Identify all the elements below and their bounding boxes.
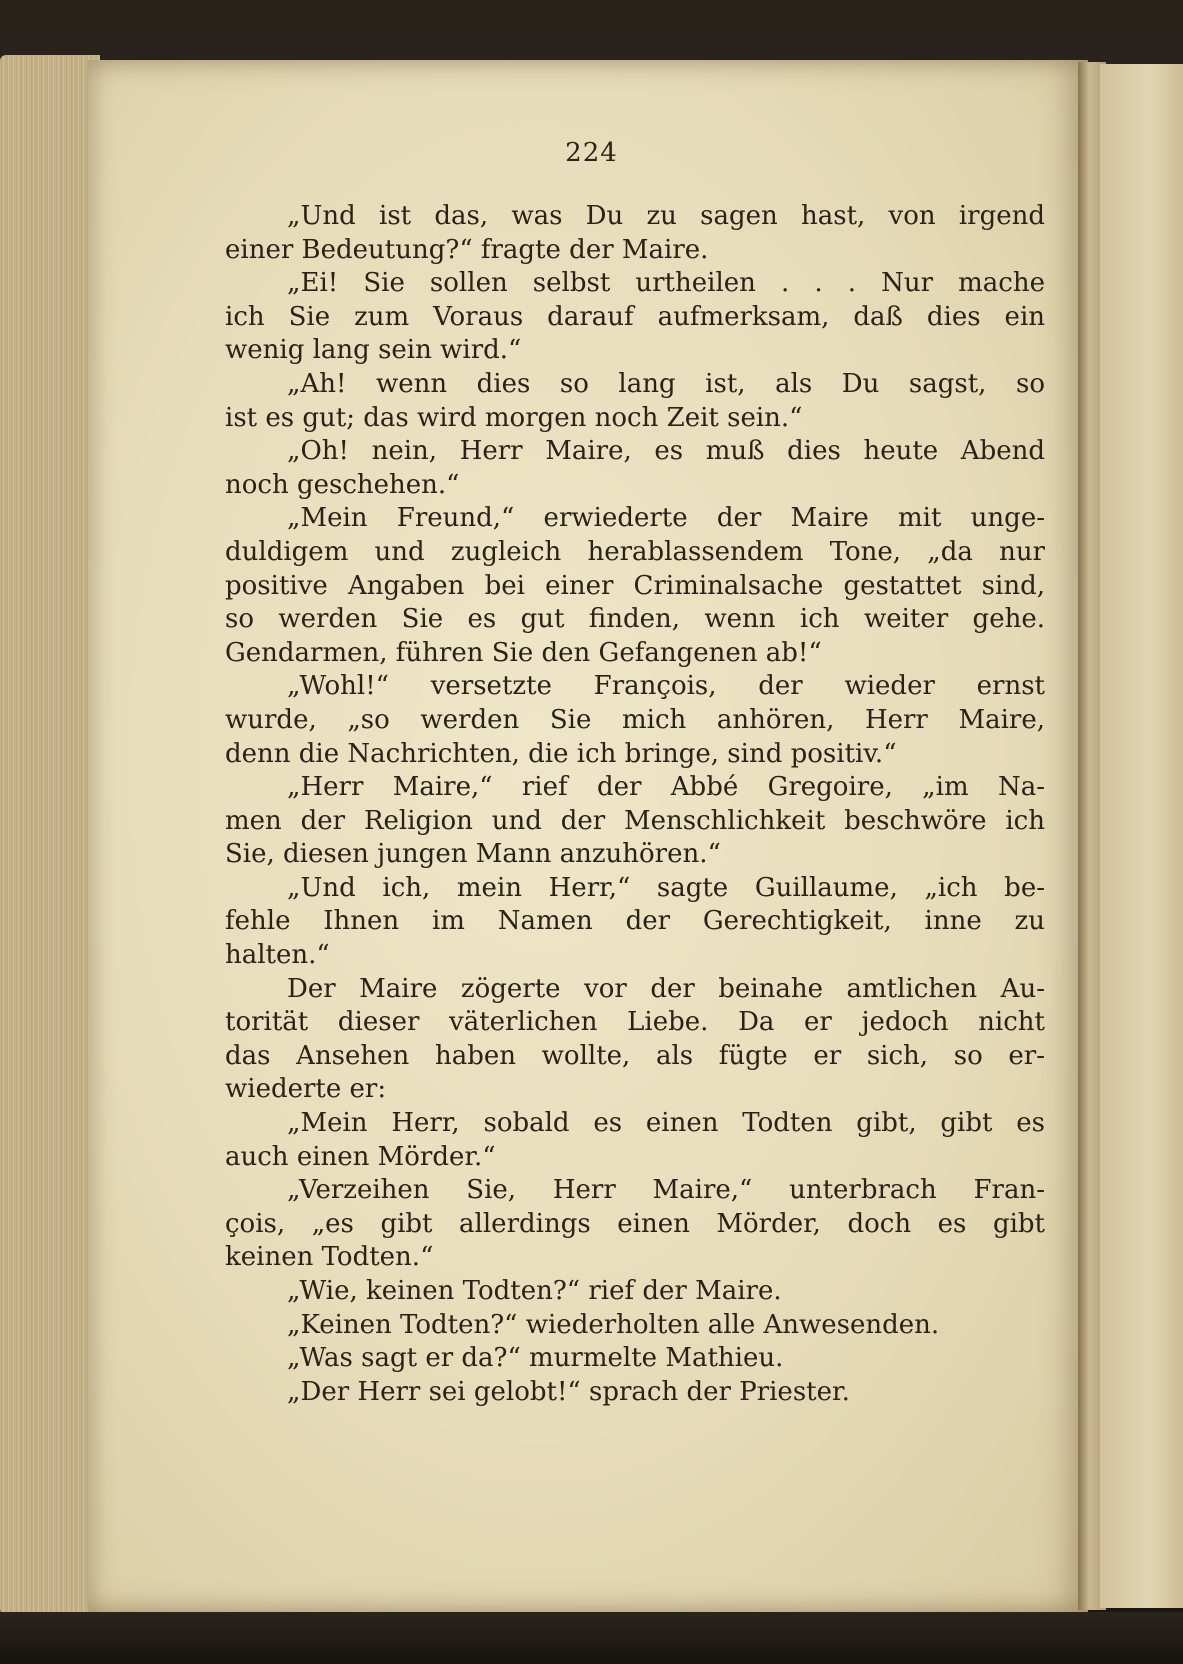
text-line: wiederte er:	[225, 1074, 387, 1105]
text-line: torität dieser väterlichen Liebe. Da er jedoch nicht	[225, 1007, 1045, 1038]
text-line: „Wohl!“ versetzte François, der wieder ernst	[287, 671, 1045, 702]
text-line: fehle Ihnen im Namen der Gerechtigkeit, inne zu	[225, 906, 1045, 937]
text-line: „Ah! wenn dies so lang ist, als Du sagst, so	[287, 368, 1045, 399]
text-line: Sie, diesen jungen Mann anzuhören.“	[225, 839, 721, 870]
facing-page-edge	[1100, 64, 1183, 1608]
text-line: wenig lang sein wird.“	[225, 335, 522, 366]
text-line: „Keinen Todten?“ wiederholten alle Anwesenden.	[287, 1309, 940, 1340]
body-text	[225, 200, 1045, 1409]
text-line: auch einen Mörder.“	[225, 1141, 496, 1172]
text-line: „Wie, keinen Todten?“ rief der Maire.	[287, 1276, 782, 1306]
text-line: ist es gut; das wird morgen noch Zeit sein.“	[225, 402, 803, 433]
text-line: „Ei! Sie sollen selbst urtheilen . . . Nur mache	[287, 268, 1045, 299]
text-line: noch geschehen.“	[225, 469, 460, 500]
text-line: „Der Herr sei gelobt!“ sprach der Priester.	[287, 1376, 850, 1407]
text-line: men der Religion und der Menschlichkeit beschwöre ich	[225, 805, 1045, 836]
text-line: „Mein Herr, sobald es einen Todten gibt, gibt es	[287, 1108, 1045, 1139]
text-line: einer Bedeutung?“ fragte der Maire.	[225, 234, 709, 265]
text-line: „Mein Freund,“ erwiederte der Maire mit unge-	[287, 503, 1045, 534]
text-line: wurde, „so werden Sie mich anhören, Herr Maire,	[225, 704, 1045, 735]
page-edges	[0, 55, 100, 1615]
text-line: ich Sie zum Voraus darauf aufmerksam, daß dies ein	[225, 301, 1045, 332]
text-line: „Verzeihen Sie, Herr Maire,“ unterbrach Fran-	[287, 1175, 1045, 1206]
book-bottom-edge	[0, 1612, 1183, 1664]
text-line: „Oh! nein, Herr Maire, es muß dies heute Abend	[287, 436, 1045, 467]
text-line: Gendarmen, führen Sie den Gefangenen ab!“	[225, 637, 822, 668]
text-line: „Und ist das, was Du zu sagen hast, von irgend	[287, 201, 1045, 231]
text-line: „Und ich, mein Herr,“ sagte Guillaume, „ich be-	[287, 872, 1045, 903]
text-line: çois, „es gibt allerdings einen Mörder, doch es gibt	[225, 1208, 1045, 1239]
page-number: 224	[565, 138, 618, 168]
text-line: positive Angaben bei einer Criminalsache gestattet sind,	[225, 570, 1045, 601]
text-line: denn die Nachrichten, die ich bringe, sind positiv.“	[225, 738, 897, 769]
text-line: das Ansehen haben wollte, als fügte er sich, so er-	[225, 1040, 1045, 1071]
text-line: Der Maire zögerte vor der beinahe amtlichen Au-	[287, 973, 1045, 1004]
text-line: halten.“	[225, 940, 330, 971]
text-line: duldigem und zugleich herablassendem Tone, „da nur	[225, 536, 1045, 567]
text-line: „Was sagt er da?“ murmelte Mathieu.	[287, 1343, 784, 1374]
text-line: keinen Todten.“	[225, 1242, 434, 1273]
text-line: so werden Sie es gut finden, wenn ich weiter gehe.	[225, 604, 1045, 635]
text-line: „Herr Maire,“ rief der Abbé Gregoire, „im Na-	[287, 772, 1045, 803]
